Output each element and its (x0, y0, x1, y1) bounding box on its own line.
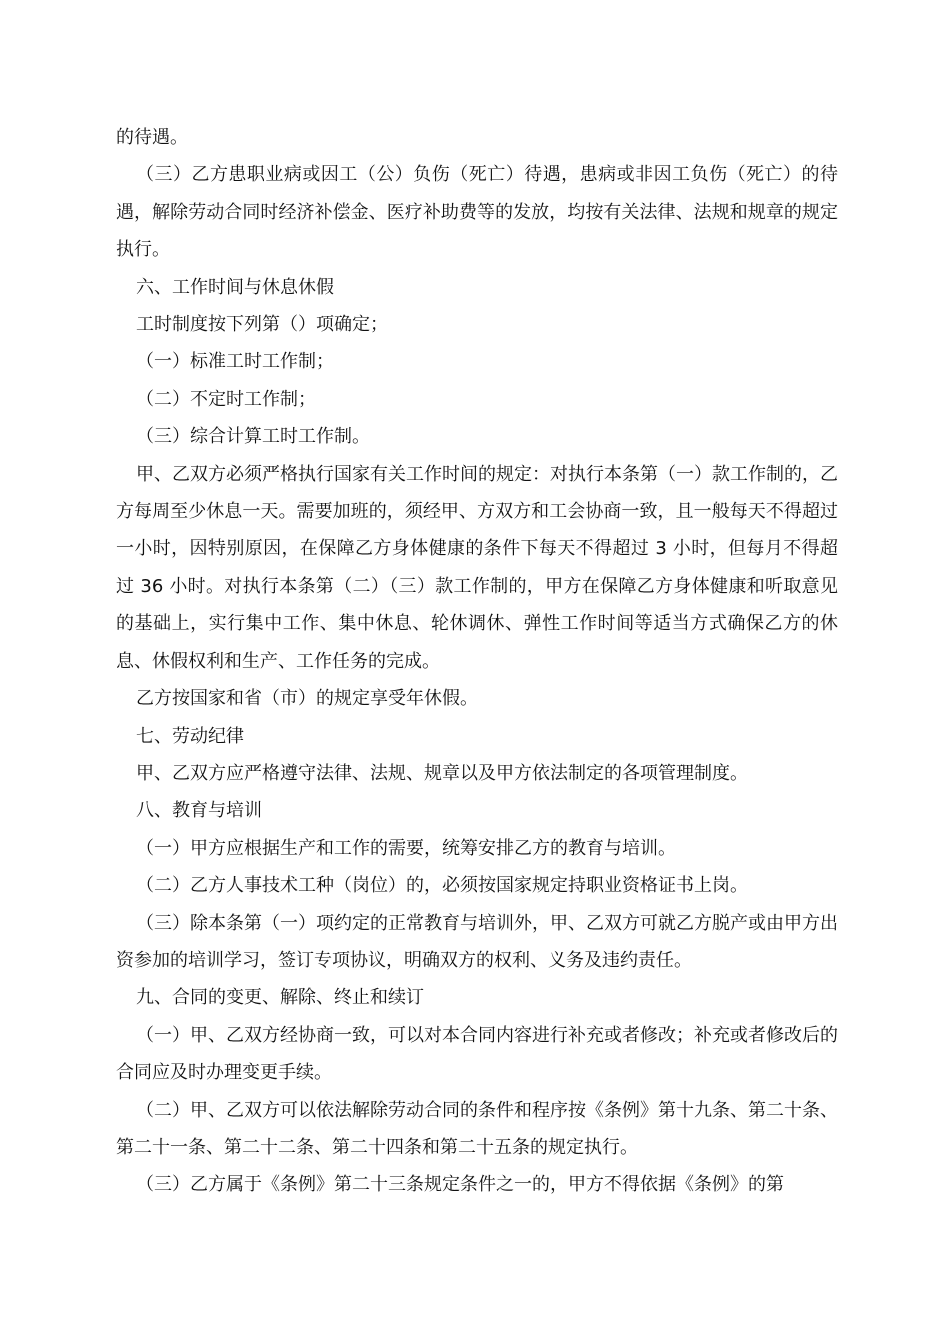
paragraph-overtime-rules: 甲、乙双方必须严格执行国家有关工作时间的规定：对执行本条第（一）款工作制的，乙方每周至少休息一天。需要加班的，须经甲、方双方和工会协商一致，且一般每天不得超过一小时，因特别原因，在保障乙方身体健康的条件下每天不得超过 3 小时，但每月不得超过 36 小时。对执行本条第（二）（三）款工作制的，甲方在保障乙方身体健康和听取意见的基础上，实行集中工作、集中休息、轮休调休、弹性工作时间等适当方式确保乙方的休息、休假权利和生产、工作任务的完成。 (116, 463, 838, 672)
list-item-termination-restriction: （三）乙方属于《条例》第二十三条规定条件之一的，甲方不得依据《条例》的第 (136, 1174, 784, 1196)
list-item-special-agreement: （三）除本条第（一）项约定的正常教育与培训外，甲、乙双方可就乙方脱产或由甲方出资参加的培训学习，签订专项协议，明确双方的权利、义务及违约责任。 (116, 912, 838, 971)
list-item-contract-termination: （二）甲、乙双方可以依法解除劳动合同的条件和程序按《条例》第十九条、第二十条、第二十一条、第二十二条、第二十四条和第二十五条的规定执行。 (116, 1099, 838, 1158)
document-body (116, 119, 838, 1204)
paragraph-hours-system: 工时制度按下列第（）项确定； (136, 314, 388, 336)
section-heading-education-training: 八、教育与培训 (136, 800, 262, 822)
list-item-comprehensive-hours: （三）综合计算工时工作制。 (136, 426, 370, 448)
paragraph-discipline: 甲、乙双方应严格遵守法律、法规、规章以及甲方依法制定的各项管理制度。 (136, 762, 748, 784)
paragraph-annual-leave: 乙方按国家和省（市）的规定享受年休假。 (136, 688, 478, 710)
section-heading-working-hours: 六、工作时间与休息休假 (136, 276, 334, 298)
list-item-standard-hours: （一）标准工时工作制； (136, 351, 334, 373)
section-heading-contract-changes: 九、合同的变更、解除、终止和续订 (136, 987, 424, 1009)
section-heading-labor-discipline: 七、劳动纪律 (136, 725, 244, 747)
list-item-flexible-hours: （二）不定时工作制； (136, 388, 316, 410)
list-item-qualification-certificate: （二）乙方人事技术工种（岗位）的，必须按国家规定持职业资格证书上岗。 (136, 875, 748, 897)
list-item-training-arrangement: （一）甲方应根据生产和工作的需要，统筹安排乙方的教育与培训。 (136, 837, 676, 859)
paragraph-injury-treatment: （三）乙方患职业病或因工（公）负伤（死亡）待遇，患病或非因工负伤（死亡）的待遇，解除劳动合同时经济补偿金、医疗补助费等的发放，均按有关法律、法规和规章的规定执行。 (116, 164, 838, 261)
paragraph-continuation: 的待遇。 (116, 127, 188, 148)
list-item-contract-modification: （一）甲、乙双方经协商一致，可以对本合同内容进行补充或者修改；补充或者修改后的合同应及时办理变更手续。 (116, 1024, 838, 1084)
